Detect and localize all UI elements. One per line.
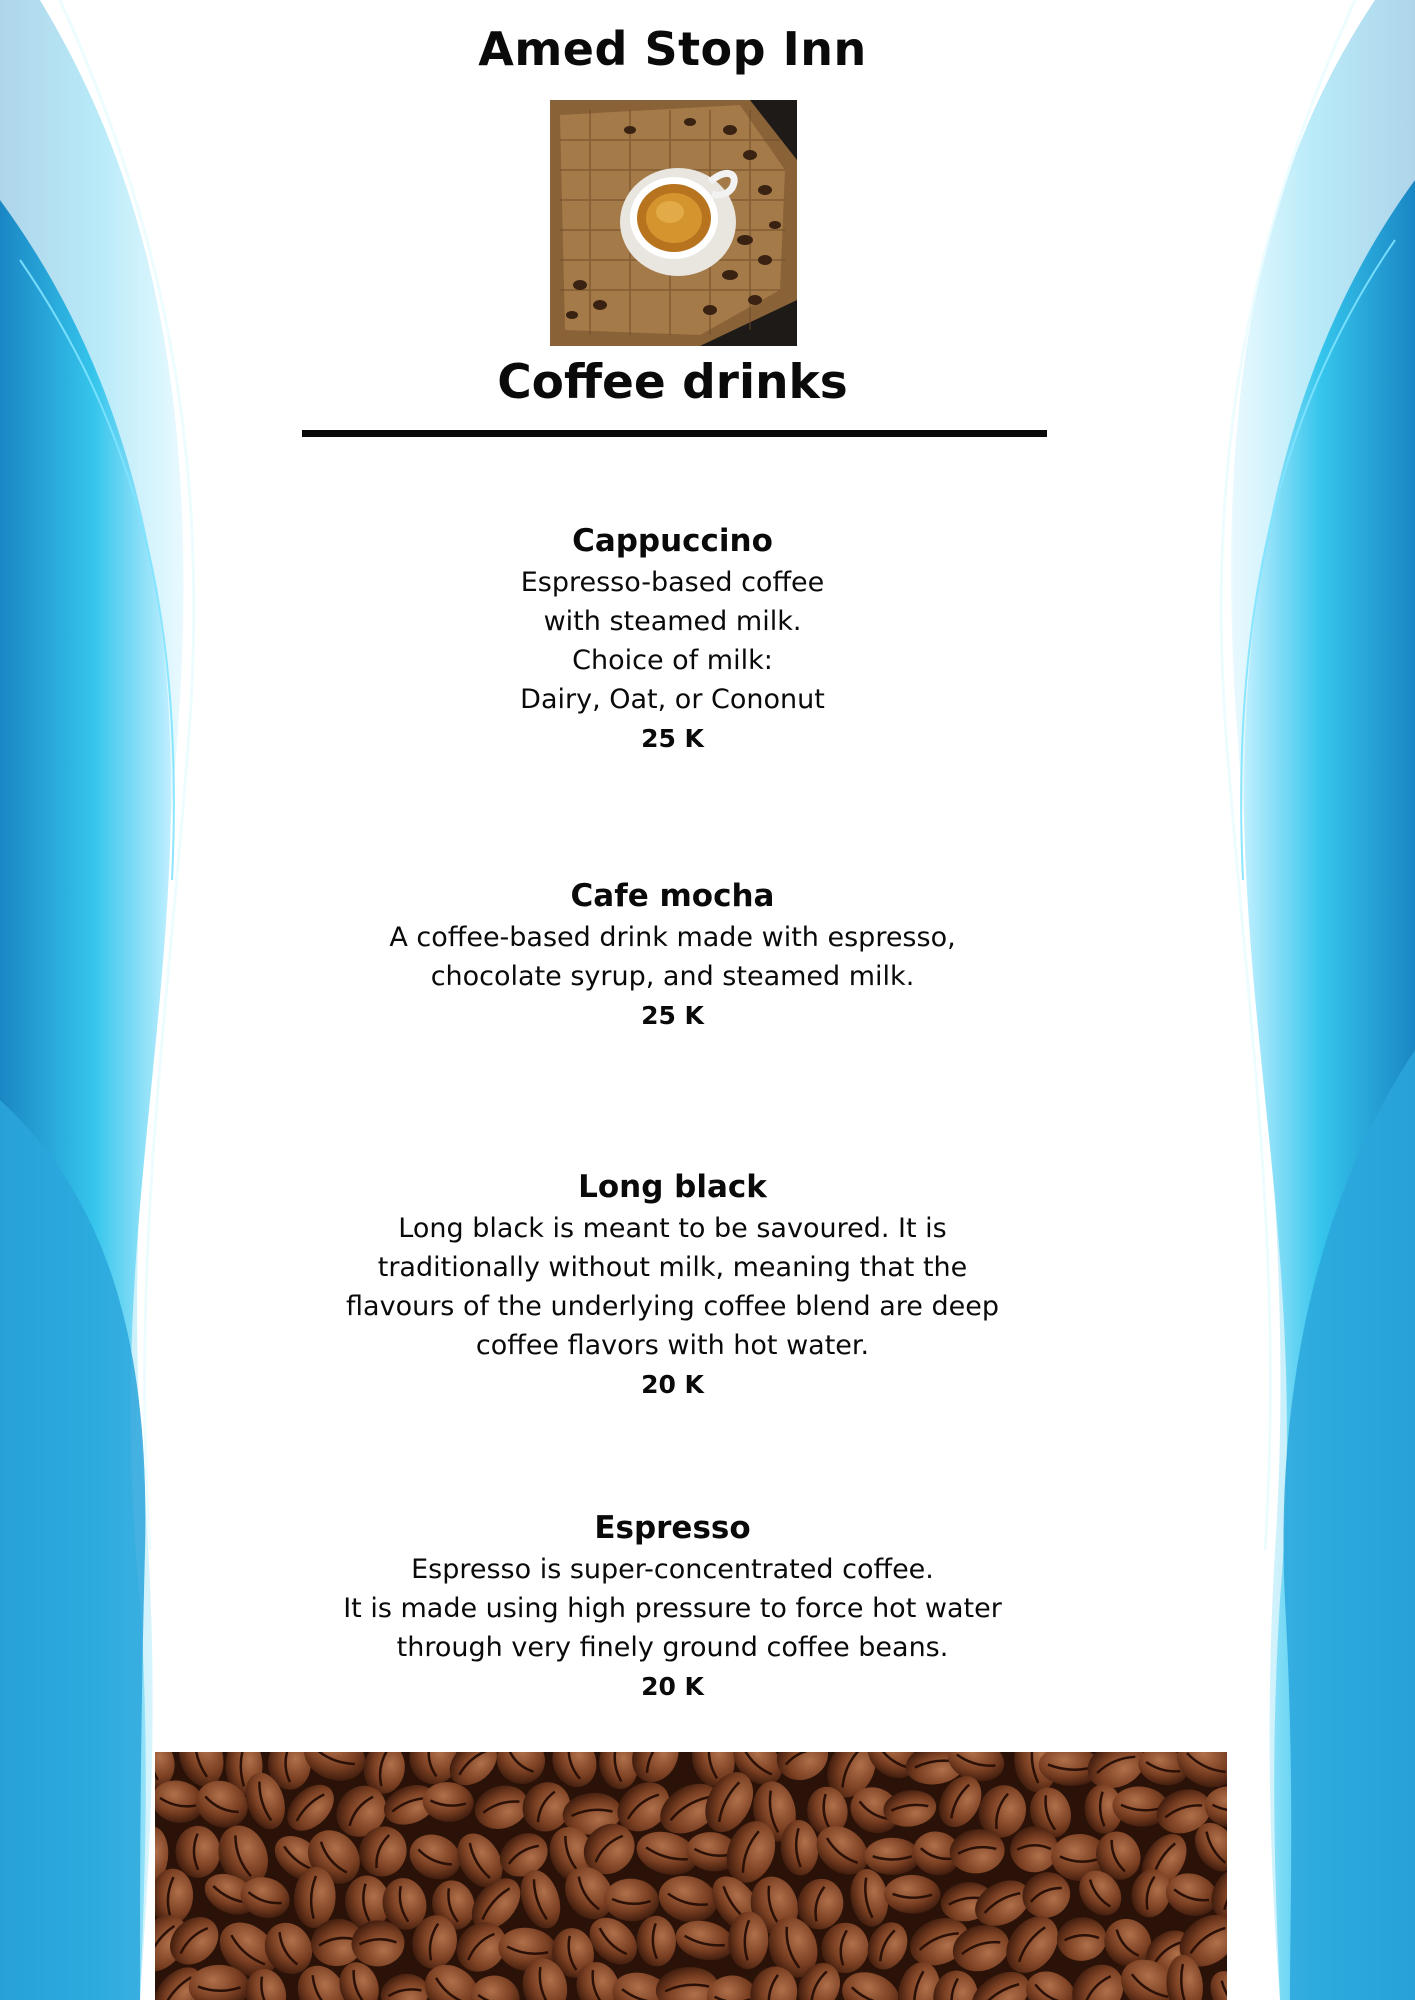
item-description-line: through very finely ground coffee beans.: [396, 1632, 949, 1663]
item-description-line: Choice of milk:: [572, 645, 773, 676]
item-description-line: with steamed milk.: [543, 606, 802, 637]
item-description-line: traditionally without milk, meaning that the: [377, 1252, 968, 1283]
section-title: Coffee drinks: [497, 355, 848, 410]
left-wave-decoration: [0, 0, 230, 2000]
coffee-beans-photo: [155, 1752, 1227, 2000]
coffee-cup-photo: [550, 100, 797, 346]
item-name: Long black: [578, 1169, 767, 1205]
right-wave-decoration: [1185, 0, 1415, 2000]
item-name: Espresso: [594, 1510, 751, 1546]
item-description-line: coffee flavors with hot water.: [475, 1330, 870, 1361]
menu-item-long-black: [230, 1165, 1115, 1404]
restaurant-name: Amed Stop Inn: [478, 22, 867, 76]
item-description-line: flavours of the underlying coffee blend are deep: [346, 1291, 999, 1322]
item-name: Cafe mocha: [570, 878, 775, 914]
item-description-line: A coffee-based drink made with espresso,: [389, 922, 956, 953]
item-description-line: It is made using high pressure to force hot water: [343, 1593, 1002, 1624]
menu-item-cappuccino: [230, 519, 1115, 758]
item-description-line: chocolate syrup, and steamed milk.: [430, 961, 915, 992]
item-price: 25 K: [641, 724, 704, 753]
item-name: Cappuccino: [572, 523, 773, 559]
item-price: 20 K: [641, 1672, 704, 1701]
menu-item-cafe-mocha: [230, 874, 1115, 1035]
menu-item-espresso: [230, 1506, 1115, 1706]
item-description-line: Espresso-based coffee: [520, 567, 825, 598]
item-price: 20 K: [641, 1370, 704, 1399]
item-description-line: Dairy, Oat, or Cononut: [520, 684, 825, 715]
title-divider: [302, 430, 1047, 437]
item-description-line: Espresso is super-concentrated coffee.: [411, 1554, 934, 1585]
item-price: 25 K: [641, 1001, 704, 1030]
item-description-line: Long black is meant to be savoured. It is: [398, 1213, 947, 1244]
